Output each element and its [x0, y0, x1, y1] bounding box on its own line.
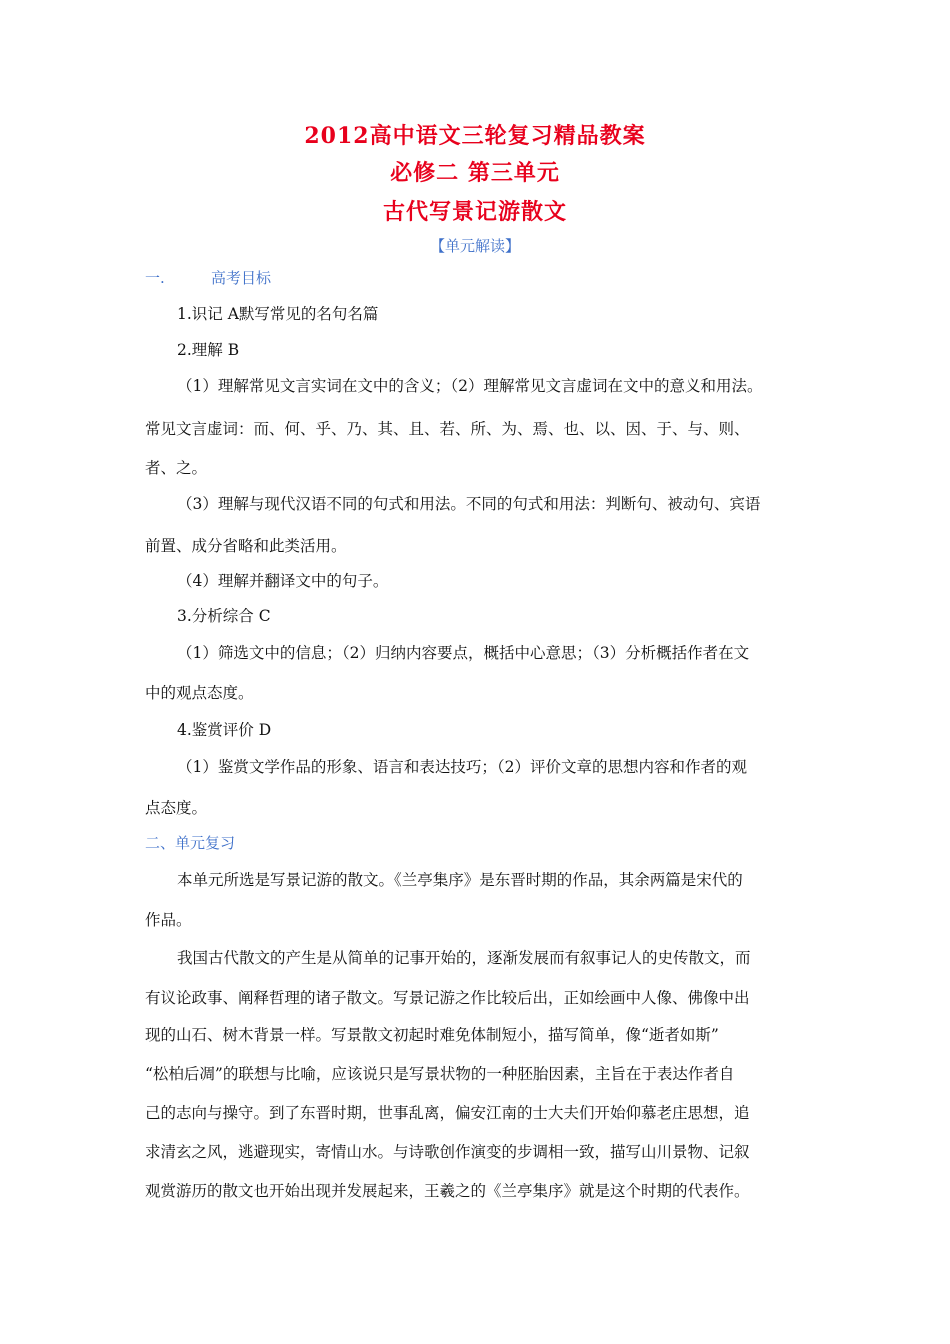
paragraph-line: 现的山石、树木背景一样。写景散文初起时难免体制短小，描写简单，像“逝者如斯”	[145, 1026, 719, 1044]
paragraph-line: 4.鉴赏评价 D	[177, 721, 272, 739]
paragraph-line: 者、之。	[145, 459, 208, 477]
document-title: 2012高中语文三轮复习精品教案	[304, 123, 646, 149]
section-heading-unit-review: 二、单元复习	[145, 834, 236, 852]
paragraph-line: 3.分析综合 C	[177, 607, 271, 625]
paragraph-line: （3）理解与现代汉语不同的句式和用法。不同的句式和用法：判断句、被动句、宾语	[177, 495, 761, 513]
paragraph-line: （4）理解并翻译文中的句子。	[177, 572, 389, 590]
unit-interpretation-label: 【单元解读】	[429, 237, 520, 255]
paragraph-line: （1）鉴赏文学作品的形象、语言和表达技巧；（2）评价文章的思想内容和作者的观	[177, 758, 747, 776]
section-number: 一.	[145, 269, 165, 287]
paragraph-line: 2.理解 B	[177, 341, 240, 359]
paragraph-line: 求清玄之风，逃避现实，寄情山水。与诗歌创作演变的步调相一致，描写山川景物、记叙	[145, 1143, 750, 1161]
document-subtitle: 必修二 第三单元	[390, 160, 560, 186]
paragraph-line: 观赏游历的散文也开始出现并发展起来，王羲之的《兰亭集序》就是这个时期的代表作。	[145, 1182, 750, 1200]
section-heading-text: 高考目标	[211, 269, 272, 287]
section-heading-exam-goals	[145, 266, 271, 290]
paragraph-line: （1）筛选文中的信息；（2）归纳内容要点，概括中心意思；（3）分析概括作者在文	[177, 644, 750, 662]
paragraph-line: “松柏后凋”的联想与比喻，应该说只是写景状物的一种胚胎因素，主旨在于表达作者自	[145, 1065, 735, 1083]
paragraph-line: 常见文言虚词：而、何、乎、乃、其、且、若、所、为、焉、也、以、因、于、与、则、	[145, 420, 750, 438]
paragraph-line: 我国古代散文的产生是从简单的记事开始的，逐渐发展而有叙事记人的史传散文，而	[177, 949, 751, 967]
paragraph-line: 1.识记 A默写常见的名句名篇	[177, 305, 379, 323]
paragraph-line: 本单元所选是写景记游的散文。《兰亭集序》是东晋时期的作品，其余两篇是宋代的	[177, 871, 743, 889]
paragraph-line: （1）理解常见文言实词在文中的含义；（2）理解常见文言虚词在文中的意义和用法。	[177, 377, 763, 395]
paragraph-line: 点态度。	[145, 799, 208, 817]
paragraph-line: 己的志向与操守。到了东晋时期，世事乱离，偏安江南的士大夫们开始仰慕老庄思想，追	[145, 1104, 750, 1122]
paragraph-line: 有议论政事、阐释哲理的诸子散文。写景记游之作比较后出，正如绘画中人像、佛像中出	[145, 989, 750, 1007]
unit-title: 古代写景记游散文	[382, 199, 567, 225]
paragraph-line: 中的观点态度。	[145, 684, 254, 702]
paragraph-line: 前置、成分省略和此类活用。	[145, 537, 347, 555]
paragraph-line: 作品。	[145, 911, 192, 929]
